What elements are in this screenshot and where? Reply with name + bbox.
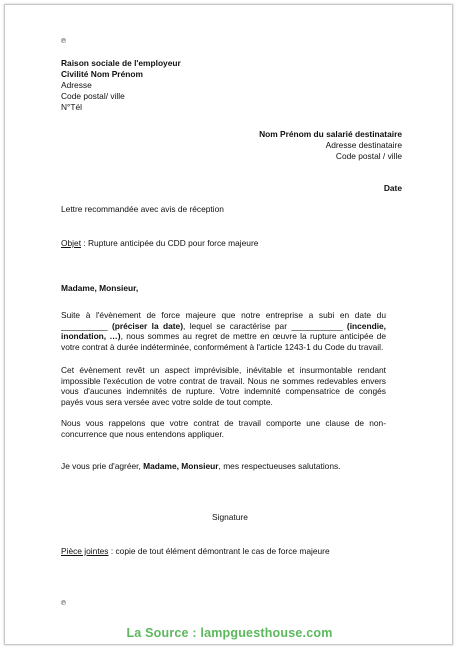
closing-text-a: Je vous prie d'agréer, [61, 461, 144, 471]
recipient-name: Nom Prénom du salarié destinataire [259, 129, 402, 139]
para1-cause-hint: (incendie, inondation, …) [61, 320, 387, 342]
document-page [4, 4, 453, 645]
recipient-postal: Code postal / ville [335, 151, 402, 161]
recipient-address: Adresse destinataire [325, 140, 402, 150]
source-watermark: La Source : lampguesthouse.com [126, 626, 333, 640]
object-text: : Rupture anticipée du CDD pour force majeure [81, 238, 259, 248]
salutation: Madame, Monsieur, [61, 283, 139, 293]
page-marker-top: ℗ [61, 38, 67, 45]
object-label: Objet [61, 238, 82, 248]
sender-postal: Code postal/ ville [61, 91, 125, 101]
delivery-mode: Lettre recommandée avec avis de réception [61, 204, 224, 214]
object-line [61, 238, 258, 249]
para1-text-c: , lequel se caractérise par ___________ [183, 320, 347, 331]
closing-addressee: Madame, Monsieur [143, 461, 219, 471]
signature-label: Signature [212, 512, 248, 522]
closing-text-c: , mes respectueuses salutations. [218, 461, 341, 471]
sender-address: Adresse [61, 80, 92, 90]
sender-name: Civilité Nom Prénom [61, 69, 143, 79]
paragraph-3: Nous vous rappelons que votre contrat de travail comporte une clause de non-concurrence que nous entendons appliquer. [61, 418, 386, 439]
closing-formula [61, 461, 341, 472]
paragraph-1 [61, 310, 386, 352]
sender-company: Raison sociale de l'employeur [61, 58, 181, 68]
para1-date-hint: (préciser la date) [111, 320, 184, 331]
attachments-label: Pièce jointes [61, 546, 109, 556]
attachments-line [61, 546, 330, 557]
date-label: Date [383, 183, 402, 193]
paragraph-2: Cet évènement revêt un aspect imprévisible, inévitable et insurmontable rendant impossible l'exécution de votre contrat de travail. Nous ne sommes redevables envers vous d'aucunes indemnités de rupture. Votre indemnité compensatrice de congés payés vous sera versée avec votre solde de tout compte. [61, 365, 386, 407]
para1-text-e: , nous sommes au regret de mettre en œuvre la rupture anticipée de votre contrat à durée indéterminée, conformément à l'article 1243-1 du Code du travail. [61, 331, 386, 352]
para1-text-a: Suite à l'évènement de force majeure que notre entreprise a subi en date du __________ [61, 310, 386, 331]
attachments-text: : copie de tout élément démontrant le cas de force majeure [108, 546, 330, 556]
sender-tel: N°Tél [61, 102, 83, 112]
page-marker-bottom: ℗ [61, 600, 67, 607]
